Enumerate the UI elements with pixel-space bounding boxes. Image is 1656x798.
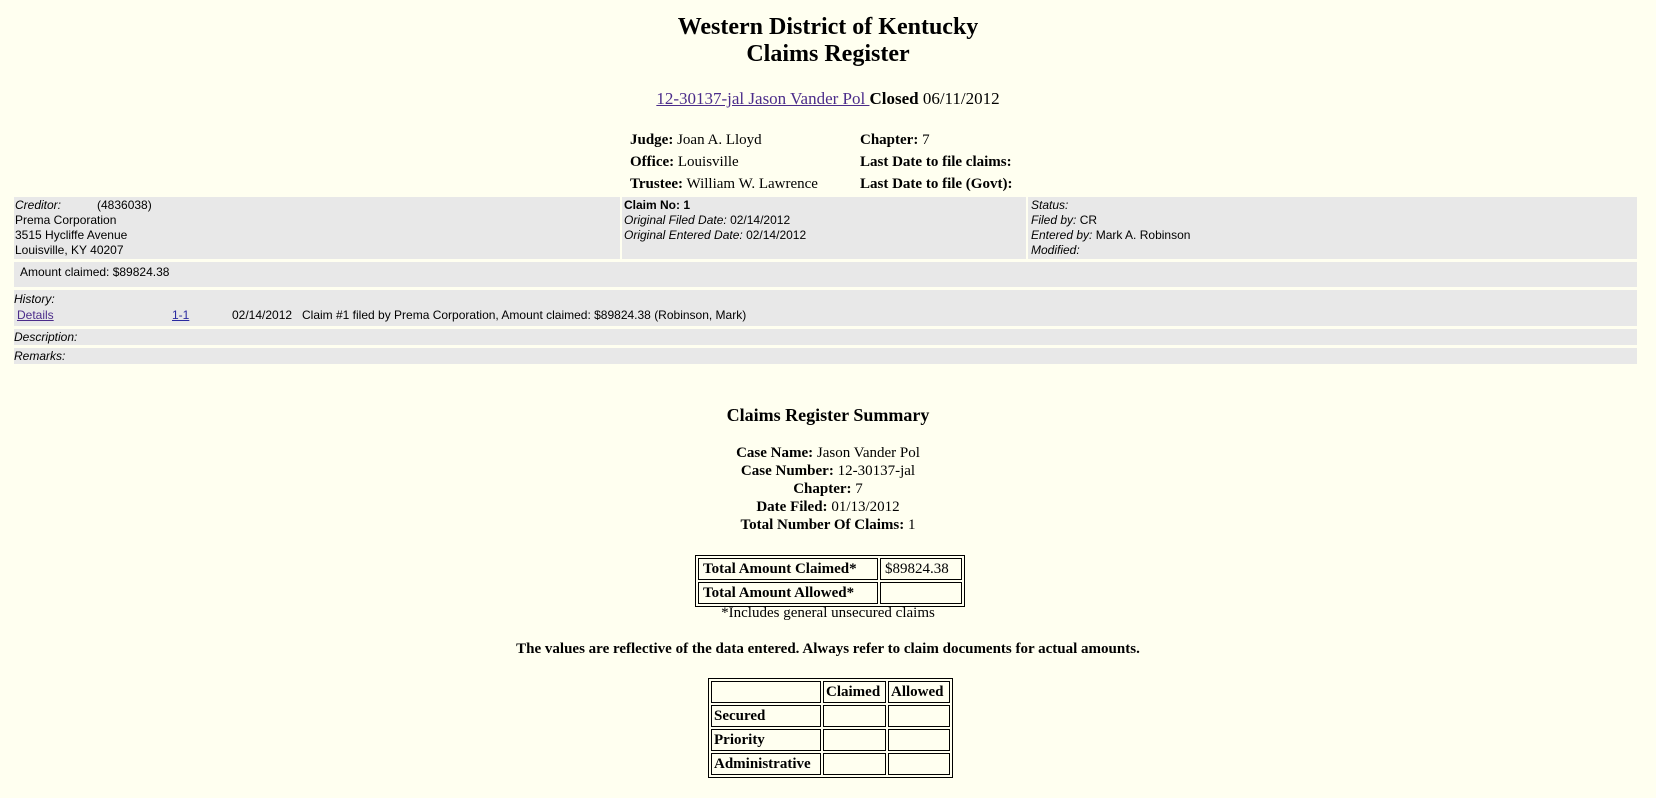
- cell-secured-allowed: [888, 705, 950, 727]
- total-claims-label: Total Number Of Claims:: [740, 517, 905, 533]
- disclaimer: The values are reflective of the data entered. Always refer to claim documents for actual amounts.: [516, 641, 1140, 657]
- totals-table: [695, 555, 965, 607]
- history-label: History:: [14, 292, 55, 306]
- case-info-right: [860, 129, 1012, 195]
- footnote: *Includes general unsecured claims: [721, 605, 935, 621]
- creditor-address-2: Louisville, KY 40207: [15, 243, 124, 257]
- table-row: [711, 705, 950, 727]
- row-priority: Priority: [714, 731, 765, 748]
- case-number-label: Case Number:: [740, 463, 834, 479]
- chapter-value: 7: [922, 132, 930, 148]
- status-label: Status:: [1031, 198, 1069, 212]
- cell-secured-claimed: [823, 705, 886, 727]
- table-row: [711, 753, 950, 775]
- cell-admin-allowed: [888, 753, 950, 775]
- date-filed-label: Date Filed:: [756, 499, 828, 515]
- table-header-row: [711, 681, 950, 703]
- date-filed-value: 01/13/2012: [831, 499, 900, 515]
- history-text: Claim #1 filed by Prema Corporation, Amount claimed: $89824.38 (Robinson, Mark): [302, 308, 747, 322]
- history-date: 02/14/2012: [232, 308, 293, 322]
- case-info-left: [630, 129, 818, 195]
- last-date-govt-label: Last Date to file (Govt):: [860, 176, 1013, 192]
- modified-label: Modified:: [1031, 243, 1080, 257]
- case-status: Closed: [869, 89, 919, 108]
- case-name-label: Case Name:: [736, 445, 814, 461]
- trustee-label: Trustee:: [630, 176, 684, 192]
- history-row: [14, 290, 1637, 326]
- summary-facts: [0, 444, 1656, 534]
- entered-by-label: Entered by:: [1031, 228, 1093, 242]
- details-link[interactable]: Details: [17, 308, 54, 322]
- office-label: Office:: [630, 154, 675, 170]
- case-link[interactable]: 12-30137-jal Jason Vander Pol: [656, 89, 870, 108]
- filed-by-label: Filed by:: [1031, 213, 1077, 227]
- header-claimed: Claimed: [826, 683, 881, 700]
- total-claimed-label: Total Amount Claimed*: [703, 560, 857, 577]
- table-row: [711, 729, 950, 751]
- creditor-label: Creditor:: [15, 198, 62, 212]
- cell-priority-allowed: [888, 729, 950, 751]
- register-title: Claims Register: [746, 41, 910, 67]
- total-allowed-label: Total Amount Allowed*: [703, 584, 855, 601]
- total-claimed-value: $89824.38: [880, 558, 962, 580]
- claim-number-cell: [622, 197, 1028, 259]
- case-line: [0, 89, 1656, 109]
- judge-label: Judge:: [630, 132, 674, 148]
- orig-filed-date: 02/14/2012: [730, 213, 791, 227]
- claim-class-table: [708, 678, 953, 778]
- header-allowed: Allowed: [891, 683, 944, 700]
- entered-by-value: Mark A. Robinson: [1095, 228, 1191, 242]
- table-row: [698, 558, 962, 580]
- creditor-name: Prema Corporation: [15, 213, 117, 227]
- summary-chapter-value: 7: [855, 481, 863, 497]
- creditor-id: (4836038): [97, 198, 152, 212]
- district-title: Western District of Kentucky: [677, 14, 979, 40]
- case-closed-date: 06/11/2012: [922, 89, 1000, 108]
- description-row: Description:: [14, 329, 1637, 345]
- summary-chapter-label: Chapter:: [793, 481, 852, 497]
- case-name-value: Jason Vander Pol: [816, 445, 920, 461]
- last-date-claims-label: Last Date to file claims:: [860, 154, 1012, 170]
- judge-value: Joan A. Lloyd: [677, 132, 762, 148]
- total-allowed-value: [880, 582, 962, 604]
- row-administrative: Administrative: [714, 755, 811, 772]
- table-row: [698, 582, 962, 604]
- case-number-value: 12-30137-jal: [837, 463, 916, 479]
- page-title: [0, 14, 1656, 68]
- claim-header-row: [14, 197, 1637, 259]
- total-claims-value: 1: [908, 517, 916, 533]
- chapter-label: Chapter:: [860, 132, 919, 148]
- cell-priority-claimed: [823, 729, 886, 751]
- orig-entered-label: Original Entered Date:: [624, 228, 743, 242]
- orig-filed-label: Original Filed Date:: [624, 213, 727, 227]
- filed-by-value: CR: [1079, 213, 1098, 227]
- cell-admin-claimed: [823, 753, 886, 775]
- office-value: Louisville: [677, 154, 739, 170]
- claim-status-cell: [1028, 197, 1637, 259]
- summary-title: Claims Register Summary: [726, 405, 930, 425]
- trustee-value: William W. Lawrence: [686, 176, 818, 192]
- orig-entered-date: 02/14/2012: [746, 228, 807, 242]
- row-secured: Secured: [714, 707, 766, 724]
- amount-claimed-row: Amount claimed: $89824.38: [14, 262, 1637, 287]
- header-blank: [711, 681, 821, 703]
- remarks-row: Remarks:: [14, 348, 1637, 364]
- creditor-address-1: 3515 Hycliffe Avenue: [15, 228, 128, 242]
- creditor-cell: [14, 197, 622, 259]
- claim-number: Claim No: 1: [624, 198, 691, 212]
- document-link[interactable]: 1-1: [172, 308, 190, 322]
